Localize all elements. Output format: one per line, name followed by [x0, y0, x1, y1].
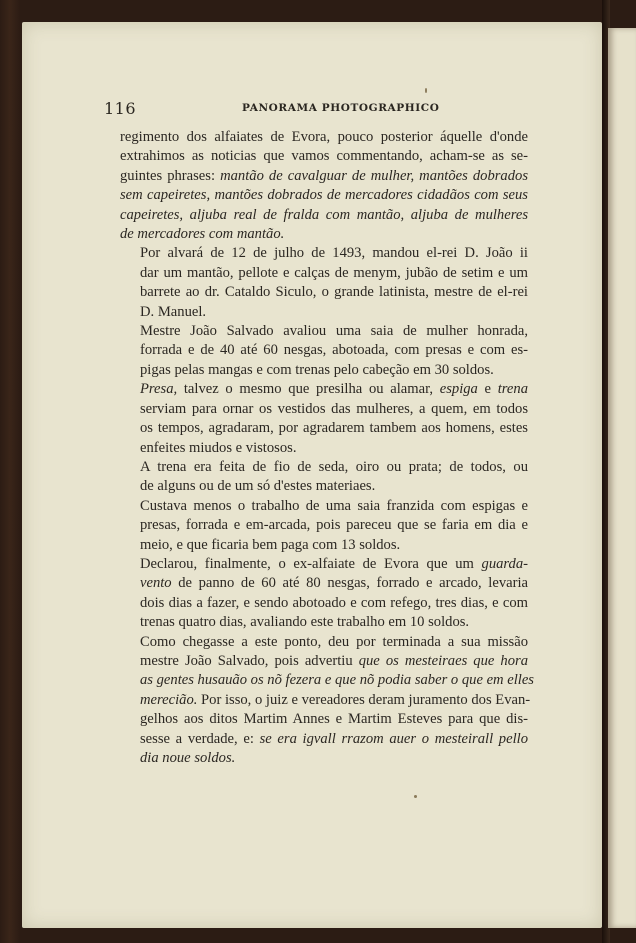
page-header: [104, 99, 528, 119]
text-run: sesse a verdade, e:: [140, 730, 260, 747]
text-line: [120, 419, 528, 438]
text-line: [120, 710, 528, 729]
text-run: gelhos aos ditos Martim Annes e Martim Esteves para que dis-: [140, 711, 528, 728]
text-line: [120, 167, 528, 186]
text-line: [120, 244, 528, 263]
text-line: [120, 341, 528, 360]
text-run: os tempos, agradaram, por agradarem tambem aos homens, estes: [140, 420, 528, 437]
italic-text: se era igvall rrazom auer o mesteirall pello: [259, 730, 528, 747]
text-line: [120, 147, 528, 166]
text-run: presas, forrada e em-arcada, pois pareceu que se faria em dia e: [140, 517, 528, 534]
text-run: Como chegasse a este ponto, deu por terminada a sua missão: [140, 633, 528, 650]
text-run: Mestre João Salvado avaliou uma saia de mulher honrada,: [140, 323, 528, 340]
italic-text: capeiretes, aljuba real de fralda com mantão, aljuba de mulheres: [120, 206, 528, 223]
text-run: serviam para ornar os vestidos das mulheres, a quem, em todos: [140, 400, 528, 417]
text-line: [120, 477, 528, 496]
page-number: 116: [104, 99, 137, 118]
text-line: [120, 361, 528, 380]
text-line: [120, 730, 528, 749]
text-run: de panno de 60 até 80 nesgas, forrado e arcado, levaria: [171, 575, 528, 592]
text-line: [120, 691, 531, 710]
text-run: A trena era feita de fio de seda, oiro ou prata; de todos, ou: [140, 458, 528, 475]
text-run: e: [477, 381, 498, 398]
italic-text: de mercadores com mantão.: [120, 226, 285, 243]
text-line: [120, 264, 528, 283]
paragraph: [120, 497, 528, 555]
paragraph: [120, 633, 534, 769]
text-run: mestre João Salvado, pois advertiu: [140, 652, 359, 669]
paragraph: [120, 322, 528, 380]
text-run: extrahimos as noticias que vamos commentando, acham-se as se-: [120, 148, 528, 165]
italic-text: espiga: [439, 381, 478, 398]
italic-text: mantão de cavalguar de mulher, mantões dobrados: [220, 167, 528, 184]
text-line: [120, 749, 528, 768]
text-run: dois dias a fazer, e sendo abotoado e com refego, tres dias, e com: [140, 594, 528, 611]
text-run: forrada e de 40 até 60 nesgas, abotoada, com presas e com es-: [140, 342, 528, 359]
adjacent-page-edge: [608, 28, 636, 928]
text-line: [120, 380, 528, 399]
text-line: [120, 613, 528, 632]
italic-text: as gentes husauão os nõ fezera e que nõ podia saber o que em elles: [140, 672, 534, 689]
text-run: D. Manuel.: [140, 303, 207, 320]
running-title: PANORAMA PHOTOGRAPHICO: [242, 102, 440, 114]
text-run: dar um mantão, pellote e calças de menym, jubão de setim e um: [140, 264, 528, 281]
italic-text: vento: [140, 575, 172, 592]
text-line: [120, 186, 528, 205]
paragraph: [120, 555, 528, 633]
text-run: de alguns ou de um só d'estes materiaes.: [140, 478, 376, 495]
text-run: regimento dos alfaiates de Evora, pouco posterior áquelle d'onde: [120, 129, 528, 145]
text-line: [120, 439, 528, 458]
text-run: Custava menos o trabalho de uma saia franzida com espigas e: [140, 497, 528, 514]
text-run: Declarou, finalmente, o ex-alfaiate de Evora que um: [140, 555, 482, 572]
text-line: [120, 536, 528, 555]
text-run: barrete ao dr. Cataldo Siculo, o grande latinista, mestre de el-rei: [140, 284, 528, 301]
text-run: guintes phrases:: [120, 167, 221, 184]
text-run: talvez o mesmo que presilha ou alamar,: [177, 381, 440, 398]
text-line: [120, 574, 528, 593]
text-line: [120, 458, 528, 477]
text-line: [120, 322, 528, 341]
italic-text: sem capeiretes, mantões dobrados de mercadores cidadãos com seus: [120, 187, 528, 204]
text-line: [120, 671, 534, 690]
text-line: [120, 497, 528, 516]
body-text: [120, 128, 534, 768]
text-run: trenas quatro dias, avaliando este trabalho em 10 soldos.: [140, 614, 470, 631]
text-run: meio, e que ficaria bem paga com 13 soldos.: [140, 536, 401, 553]
italic-text: dia noue soldos.: [140, 750, 236, 766]
text-run: Por isso, o juiz e vereadores deram juramento dos Evan-: [197, 691, 531, 708]
text-run: pigas pelas mangas e com trenas pelo cabeção em 30 soldos.: [140, 361, 494, 378]
text-line: [120, 594, 528, 613]
text-line: [120, 283, 528, 302]
text-line: [120, 225, 528, 244]
text-line: [120, 400, 528, 419]
text-line: [120, 128, 528, 147]
paper-speck: [425, 88, 427, 93]
paragraph: [120, 244, 528, 322]
text-line: [120, 206, 528, 225]
text-line: [120, 652, 528, 671]
paper-speck: [414, 795, 417, 798]
italic-text: que os mesteiraes que hora: [358, 652, 528, 669]
text-run: enfeites miudos e vistosos.: [140, 439, 297, 456]
text-line: [120, 516, 528, 535]
paragraph: [120, 128, 528, 244]
text-run: Por alvará de 12 de julho de 1493, mandou el-rei D. João ii: [140, 245, 528, 262]
paragraph: [120, 458, 528, 497]
italic-text: Presa,: [140, 381, 178, 398]
text-line: [120, 555, 528, 574]
text-line: [120, 633, 528, 652]
italic-text: trena: [497, 381, 528, 398]
italic-text: guarda-: [481, 555, 528, 572]
italic-text: merecião.: [140, 691, 198, 708]
paragraph: [120, 380, 528, 458]
text-line: [120, 303, 528, 322]
